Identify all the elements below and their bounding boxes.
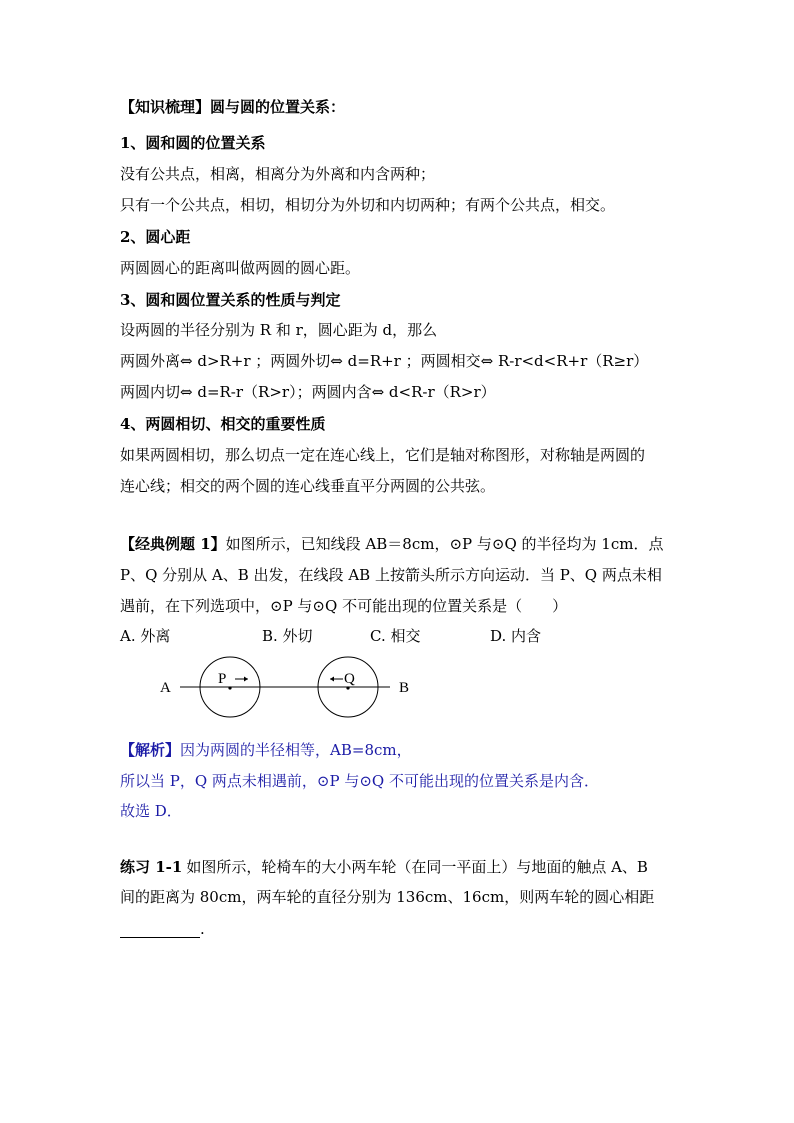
text-3-2: 两圆外离⇔ d>R+r ；两圆外切⇔ d=R+r ；两圆相交⇔ R-r<d<R+r（R≥r） <box>120 352 649 370</box>
option-c: C. 相交 <box>370 627 421 645</box>
label-b: B <box>399 680 410 696</box>
exercise-label: 练习 1-1 <box>120 858 183 876</box>
heading-2: 2、圆心距 <box>120 228 191 246</box>
label-q: Q <box>344 671 355 687</box>
circles-diagram <box>160 654 480 724</box>
exercise-line-3 <box>120 920 205 938</box>
text-1-2: 只有一个公共点，相切，相切分为外切和内切两种；有两个公共点，相交。 <box>120 196 616 214</box>
text-4-2: 连心线；相交的两个圆的连心线垂直平分两圆的公共弦。 <box>120 477 496 495</box>
text-3-1: 设两圆的半径分别为 R 和 r，圆心距为 d，那么 <box>120 321 438 339</box>
analysis-text-2: 所以当 P，Q 两点未相遇前，⊙P 与⊙Q 不可能出现的位置关系是内含． <box>120 772 599 790</box>
example-question-1: 如图所示，已知线段 AB＝8cm，⊙P 与⊙Q 的半径均为 1cm．点 <box>225 535 664 553</box>
option-b: B. 外切 <box>262 627 313 645</box>
option-a: A. 外离 <box>120 627 171 645</box>
exercise-text-2: 间的距离为 80cm，两车轮的直径分别为 136cm、16cm，则两车轮的圆心相距 <box>120 888 655 906</box>
exercise-text-1: 如图所示，轮椅车的大小两车轮（在同一平面上）与地面的触点 A、B <box>186 858 648 876</box>
exercise-end: . <box>200 920 205 938</box>
example-question-2: P、Q 分别从 A、B 出发，在线段 AB 上按箭头所示方向运动．当 P、Q 两点未相 <box>120 566 662 584</box>
center-p <box>228 686 231 689</box>
example-label: 【经典例题 1】 <box>120 535 226 553</box>
analysis-text-3: 故选 D． <box>120 802 182 820</box>
exercise-line-1 <box>120 858 648 876</box>
text-4-1: 如果两圆相切，那么切点一定在连心线上，它们是轴对称图形，对称轴是两圆的 <box>120 446 646 464</box>
analysis-label: 【解析】 <box>120 741 181 759</box>
label-a: A <box>160 680 171 696</box>
example-question-3: 遇前，在下列选项中，⊙P 与⊙Q 不可能出现的位置关系是（ ） <box>120 597 568 615</box>
label-p: P <box>218 671 227 687</box>
heading-3: 3、圆和圆位置关系的性质与判定 <box>120 291 341 309</box>
analysis-line-1 <box>120 741 412 759</box>
analysis-text-1: 因为两圆的半径相等，AB=8cm， <box>180 741 412 759</box>
example-1-line-1 <box>120 535 663 553</box>
diagram-svg <box>160 654 480 724</box>
arrow-q-head <box>330 677 334 682</box>
heading-1: 1、圆和圆的位置关系 <box>120 134 266 152</box>
option-d: D. 内含 <box>490 627 542 645</box>
heading-4: 4、两圆相切、相交的重要性质 <box>120 415 326 433</box>
section-title: 【知识梳理】圆与圆的位置关系： <box>120 98 346 116</box>
answer-blank[interactable] <box>120 923 200 938</box>
text-3-3: 两圆内切⇔ d=R-r（R>r）；两圆内含⇔ d<R-r（R>r） <box>120 383 496 401</box>
text-1-1: 没有公共点，相离，相离分为外离和内含两种； <box>120 165 436 183</box>
arrow-p-head <box>244 677 248 682</box>
text-2-1: 两圆圆心的距离叫做两圆的圆心距。 <box>120 259 361 277</box>
